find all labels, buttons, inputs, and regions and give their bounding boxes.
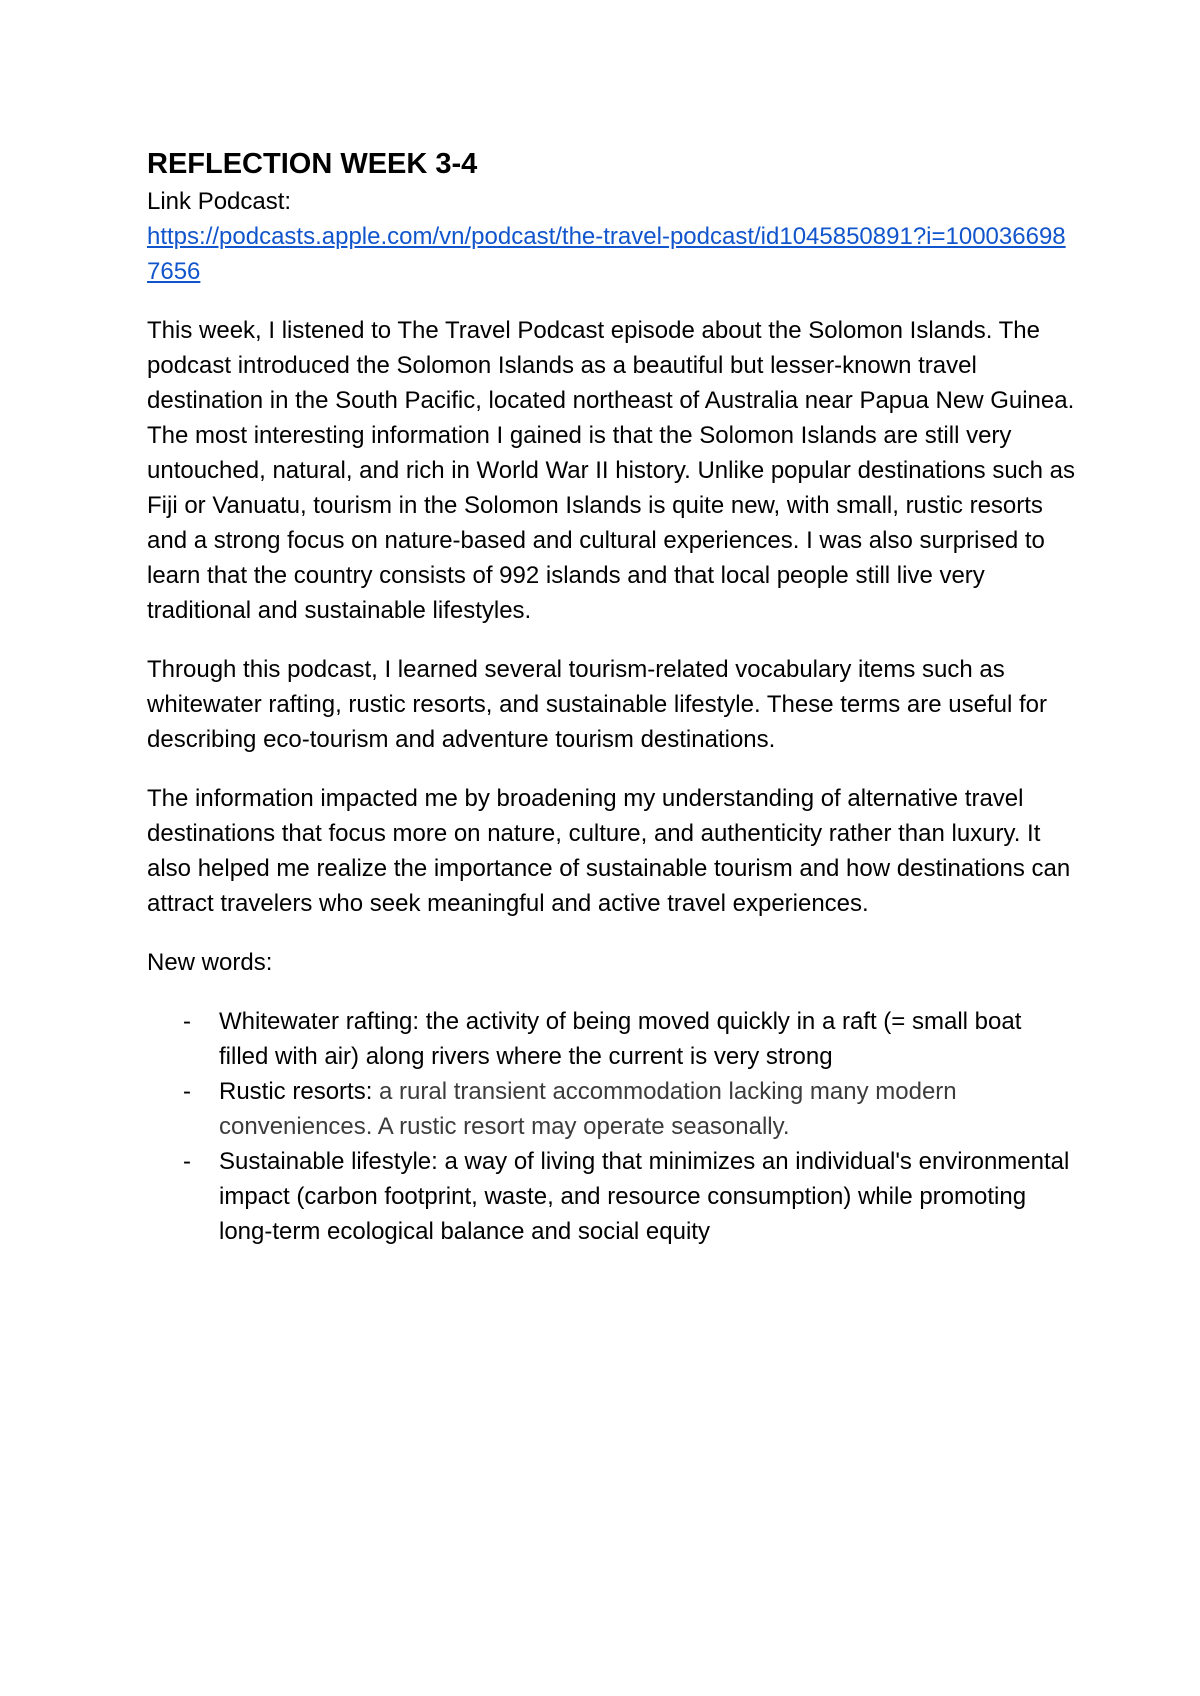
bullet-dash: - — [183, 1078, 191, 1105]
paragraph-intro: This week, I listened to The Travel Podcast episode about the Solomon Islands. The podcast introduced the Solomon Islands as a beautiful but lesser-known travel destination in the South Pacific, located northeast of Australia near Papua New Guinea. The most interesting information I gained is that the Solomon Islands are still very untouched, natural, and rich in World War II history. Unlike popular destinations such as Fiji or Vanuatu, tourism in the Solomon Islands is quite new, with small, rustic resorts and a strong focus on nature-based and cultural experiences. I was also surprised to learn that the country consists of 992 islands and that local people still live very traditional and sustainable lifestyles. — [147, 317, 1076, 624]
word-definition: the activity of being moved quickly in a raft (= small boat filled with air) along rivers where the current is very strong — [219, 1008, 1022, 1070]
word-term: Sustainable lifestyle: — [219, 1148, 438, 1175]
paragraph-vocabulary: Through this podcast, I learned several tourism-related vocabulary items such as whitewater rafting, rustic resorts, and sustainable lifestyle. These terms are useful for describing eco-tourism and adventure tourism destinations. — [147, 656, 1047, 753]
new-words-list — [147, 1004, 1077, 1249]
word-definition: a rural transient accommodation lacking many modern conveniences. A rustic resort may operate seasonally. — [219, 1078, 957, 1140]
new-words-label: New words: — [147, 949, 273, 976]
word-term: Whitewater rafting: — [219, 1008, 420, 1035]
document-page — [147, 144, 1077, 1249]
link-label: Link Podcast: — [147, 188, 292, 215]
paragraph-impact: The information impacted me by broadening my understanding of alternative travel destinations that focus more on nature, culture, and authenticity rather than luxury. It also helped me realize the importance of sustainable tourism and how destinations can attract travelers who seek meaningful and active travel experiences. — [147, 785, 1071, 917]
list-item — [147, 1004, 1077, 1074]
bullet-dash: - — [183, 1008, 191, 1035]
word-term: Rustic resorts: — [219, 1078, 373, 1105]
list-item — [147, 1074, 1077, 1144]
podcast-link[interactable]: https://podcasts.apple.com/vn/podcast/the-travel-podcast/id1045850891?i=1000366987656 — [147, 223, 1066, 285]
word-definition: a way of living that minimizes an individual's environmental impact (carbon footprint, waste, and resource consumption) while promoting long-term ecological balance and social equity — [219, 1148, 1070, 1245]
list-item — [147, 1144, 1077, 1249]
bullet-dash: - — [183, 1148, 191, 1175]
page-title: REFLECTION WEEK 3-4 — [147, 148, 478, 180]
